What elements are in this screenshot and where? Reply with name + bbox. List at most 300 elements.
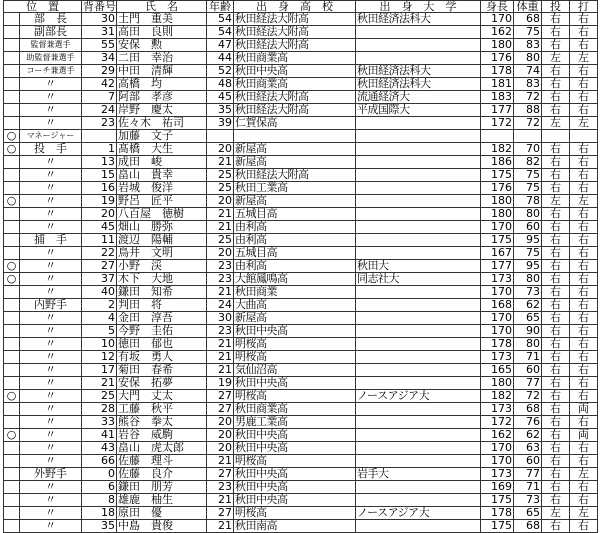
height-cell: 170 bbox=[481, 221, 514, 234]
weight-cell: 68 bbox=[514, 520, 542, 533]
throws-cell: 右 bbox=[542, 377, 570, 390]
name-cell: 鳥井 文明 bbox=[117, 247, 207, 260]
position-cell: 〃 bbox=[20, 364, 82, 377]
name-cell: 安保 勲 bbox=[117, 39, 207, 52]
high-school-cell: 新屋高 bbox=[234, 156, 356, 169]
high-school-cell: 秋田南高 bbox=[234, 520, 356, 533]
bats-cell: 左 bbox=[570, 468, 598, 481]
table-row bbox=[4, 403, 598, 416]
age-cell: 54 bbox=[207, 26, 234, 39]
row-mark: ○ bbox=[4, 260, 20, 273]
bats-cell: 右 bbox=[570, 455, 598, 468]
bats-cell: 右 bbox=[570, 104, 598, 117]
high-school-cell: 五城目高 bbox=[234, 247, 356, 260]
age-cell: 45 bbox=[207, 91, 234, 104]
throws-cell: 右 bbox=[542, 364, 570, 377]
header-bats: 打 bbox=[570, 1, 598, 13]
high-school-cell: 秋田中央高 bbox=[234, 481, 356, 494]
weight-cell: 75 bbox=[514, 26, 542, 39]
age-cell: 21 bbox=[207, 221, 234, 234]
number-cell: 15 bbox=[82, 169, 117, 182]
high-school-cell: 五城目高 bbox=[234, 208, 356, 221]
age-cell: 20 bbox=[207, 442, 234, 455]
position-cell: 〃 bbox=[20, 442, 82, 455]
university-cell bbox=[356, 156, 481, 169]
row-mark: ○ bbox=[4, 143, 20, 156]
table-row bbox=[4, 26, 598, 39]
throws-cell bbox=[542, 130, 570, 143]
header-name: 氏 名 bbox=[117, 1, 207, 13]
number-cell: 1 bbox=[82, 143, 117, 156]
age-cell: 19 bbox=[207, 377, 234, 390]
high-school-cell: 秋田経法大附高 bbox=[234, 26, 356, 39]
row-mark bbox=[4, 338, 20, 351]
name-cell: 阿部 孝彦 bbox=[117, 91, 207, 104]
high-school-cell: 秋田工業高 bbox=[234, 182, 356, 195]
name-cell: 判田 将 bbox=[117, 299, 207, 312]
university-cell bbox=[356, 143, 481, 156]
number-cell: 24 bbox=[82, 104, 117, 117]
weight-cell: 75 bbox=[514, 169, 542, 182]
high-school-cell: 明桜高 bbox=[234, 351, 356, 364]
age-cell: 21 bbox=[207, 364, 234, 377]
high-school-cell bbox=[234, 130, 356, 143]
bats-cell: 両 bbox=[570, 403, 598, 416]
table-row bbox=[4, 338, 598, 351]
position-cell: 〃 bbox=[20, 416, 82, 429]
row-mark bbox=[4, 494, 20, 507]
throws-cell: 右 bbox=[542, 104, 570, 117]
university-cell: 同志社大 bbox=[356, 273, 481, 286]
high-school-cell: 明桜高 bbox=[234, 390, 356, 403]
position-cell: 監督兼選手 bbox=[20, 39, 82, 52]
university-cell: 平成国際大 bbox=[356, 104, 481, 117]
name-cell: 徳田 郁也 bbox=[117, 338, 207, 351]
table-row bbox=[4, 104, 598, 117]
number-cell: 11 bbox=[82, 234, 117, 247]
bats-cell: 右 bbox=[570, 338, 598, 351]
high-school-cell: 大曲高 bbox=[234, 299, 356, 312]
name-cell: 有坂 勇人 bbox=[117, 351, 207, 364]
row-mark bbox=[4, 442, 20, 455]
bats-cell: 右 bbox=[570, 169, 598, 182]
height-cell: 170 bbox=[481, 455, 514, 468]
number-cell: 19 bbox=[82, 195, 117, 208]
height-cell bbox=[481, 130, 514, 143]
height-cell: 186 bbox=[481, 156, 514, 169]
row-mark bbox=[4, 182, 20, 195]
high-school-cell: 新屋高 bbox=[234, 143, 356, 156]
number-cell: 55 bbox=[82, 39, 117, 52]
age-cell: 27 bbox=[207, 403, 234, 416]
table-row bbox=[4, 494, 598, 507]
number-cell bbox=[82, 130, 117, 143]
row-mark bbox=[4, 481, 20, 494]
name-cell: 工藤 秋平 bbox=[117, 403, 207, 416]
throws-cell: 右 bbox=[542, 299, 570, 312]
row-mark bbox=[4, 65, 20, 78]
row-mark bbox=[4, 286, 20, 299]
bats-cell: 右 bbox=[570, 325, 598, 338]
weight-cell: 95 bbox=[514, 234, 542, 247]
bats-cell: 右 bbox=[570, 65, 598, 78]
number-cell: 27 bbox=[82, 260, 117, 273]
throws-cell: 右 bbox=[542, 390, 570, 403]
row-mark bbox=[4, 455, 20, 468]
age-cell: 44 bbox=[207, 52, 234, 65]
high-school-cell: 明桜高 bbox=[234, 507, 356, 520]
row-mark bbox=[4, 104, 20, 117]
high-school-cell: 気仙沼高 bbox=[234, 364, 356, 377]
bats-cell: 左 bbox=[570, 52, 598, 65]
table-row bbox=[4, 377, 598, 390]
weight-cell: 63 bbox=[514, 442, 542, 455]
bats-cell: 右 bbox=[570, 364, 598, 377]
weight-cell: 75 bbox=[514, 182, 542, 195]
throws-cell: 右 bbox=[542, 520, 570, 533]
throws-cell: 右 bbox=[542, 481, 570, 494]
throws-cell: 右 bbox=[542, 247, 570, 260]
high-school-cell: 由利高 bbox=[234, 260, 356, 273]
position-cell: 〃 bbox=[20, 117, 82, 130]
high-school-cell: 秋田商業高 bbox=[234, 78, 356, 91]
bats-cell: 右 bbox=[570, 26, 598, 39]
header-weight: 体重 bbox=[514, 1, 542, 13]
bats-cell: 右 bbox=[570, 390, 598, 403]
high-school-cell: 秋田商業高 bbox=[234, 403, 356, 416]
table-row bbox=[4, 260, 598, 273]
high-school-cell: 秋田中央高 bbox=[234, 325, 356, 338]
row-mark bbox=[4, 247, 20, 260]
name-cell: 岸野 慶太 bbox=[117, 104, 207, 117]
roster-table bbox=[3, 0, 598, 533]
age-cell: 21 bbox=[207, 351, 234, 364]
university-cell bbox=[356, 481, 481, 494]
age-cell: 30 bbox=[207, 312, 234, 325]
weight-cell: 88 bbox=[514, 104, 542, 117]
row-mark bbox=[4, 39, 20, 52]
weight-cell: 71 bbox=[514, 481, 542, 494]
table-row bbox=[4, 65, 598, 78]
position-cell: コーチ兼選手 bbox=[20, 65, 82, 78]
number-cell: 17 bbox=[82, 364, 117, 377]
height-cell: 177 bbox=[481, 104, 514, 117]
weight-cell: 90 bbox=[514, 325, 542, 338]
table-row bbox=[4, 455, 598, 468]
weight-cell: 78 bbox=[514, 195, 542, 208]
bats-cell: 右 bbox=[570, 182, 598, 195]
weight-cell: 73 bbox=[514, 494, 542, 507]
position-cell: 〃 bbox=[20, 260, 82, 273]
age-cell: 47 bbox=[207, 39, 234, 52]
bats-cell: 右 bbox=[570, 247, 598, 260]
university-cell bbox=[356, 442, 481, 455]
number-cell: 30 bbox=[82, 13, 117, 26]
high-school-cell: 明桜高 bbox=[234, 338, 356, 351]
height-cell: 170 bbox=[481, 442, 514, 455]
university-cell: ノースアジア大 bbox=[356, 390, 481, 403]
position-cell: 〃 bbox=[20, 312, 82, 325]
bats-cell: 右 bbox=[570, 208, 598, 221]
table-row bbox=[4, 195, 598, 208]
table-row bbox=[4, 169, 598, 182]
number-cell: 23 bbox=[82, 117, 117, 130]
age-cell: 27 bbox=[207, 468, 234, 481]
high-school-cell: 秋田中央高 bbox=[234, 65, 356, 78]
height-cell: 175 bbox=[481, 520, 514, 533]
name-cell: 佐々木 祐司 bbox=[117, 117, 207, 130]
weight-cell: 60 bbox=[514, 221, 542, 234]
name-cell: 八百屋 徳樹 bbox=[117, 208, 207, 221]
bats-cell: 右 bbox=[570, 234, 598, 247]
row-mark bbox=[4, 325, 20, 338]
weight-cell: 83 bbox=[514, 78, 542, 91]
row-mark bbox=[4, 312, 20, 325]
header-high-school: 出 身 高 校 bbox=[234, 1, 356, 13]
university-cell bbox=[356, 299, 481, 312]
table-row bbox=[4, 299, 598, 312]
throws-cell: 右 bbox=[542, 13, 570, 26]
name-cell: 野呂 匠平 bbox=[117, 195, 207, 208]
roster-body bbox=[4, 13, 598, 533]
weight-cell: 73 bbox=[514, 286, 542, 299]
table-row bbox=[4, 481, 598, 494]
university-cell bbox=[356, 520, 481, 533]
table-row bbox=[4, 91, 598, 104]
university-cell: 秋田経済法科大 bbox=[356, 65, 481, 78]
position-cell: 外野手 bbox=[20, 468, 82, 481]
number-cell: 7 bbox=[82, 91, 117, 104]
height-cell: 180 bbox=[481, 377, 514, 390]
number-cell: 5 bbox=[82, 325, 117, 338]
number-cell: 20 bbox=[82, 208, 117, 221]
name-cell: 雄鹿 柚生 bbox=[117, 494, 207, 507]
throws-cell: 右 bbox=[542, 91, 570, 104]
row-mark bbox=[4, 208, 20, 221]
weight-cell: 82 bbox=[514, 156, 542, 169]
bats-cell: 右 bbox=[570, 520, 598, 533]
name-cell: 渡辺 陽輔 bbox=[117, 234, 207, 247]
height-cell: 162 bbox=[481, 429, 514, 442]
position-cell: 〃 bbox=[20, 286, 82, 299]
table-row bbox=[4, 351, 598, 364]
age-cell: 25 bbox=[207, 234, 234, 247]
university-cell bbox=[356, 195, 481, 208]
age-cell: 21 bbox=[207, 156, 234, 169]
number-cell: 21 bbox=[82, 377, 117, 390]
height-cell: 170 bbox=[481, 312, 514, 325]
weight-cell: 80 bbox=[514, 52, 542, 65]
university-cell bbox=[356, 117, 481, 130]
university-cell bbox=[356, 429, 481, 442]
throws-cell: 右 bbox=[542, 416, 570, 429]
position-cell: 〃 bbox=[20, 377, 82, 390]
weight-cell: 65 bbox=[514, 507, 542, 520]
throws-cell: 右 bbox=[542, 312, 570, 325]
height-cell: 176 bbox=[481, 52, 514, 65]
high-school-cell: 新屋高 bbox=[234, 195, 356, 208]
age-cell: 54 bbox=[207, 13, 234, 26]
height-cell: 177 bbox=[481, 260, 514, 273]
weight-cell: 60 bbox=[514, 364, 542, 377]
university-cell bbox=[356, 234, 481, 247]
weight-cell: 74 bbox=[514, 65, 542, 78]
throws-cell: 左 bbox=[542, 507, 570, 520]
table-row bbox=[4, 143, 598, 156]
name-cell: 安保 拓夢 bbox=[117, 377, 207, 390]
name-cell: 中島 貴俊 bbox=[117, 520, 207, 533]
throws-cell: 右 bbox=[542, 143, 570, 156]
number-cell: 4 bbox=[82, 312, 117, 325]
position-cell: 捕 手 bbox=[20, 234, 82, 247]
university-cell bbox=[356, 247, 481, 260]
name-cell: 中田 清輝 bbox=[117, 65, 207, 78]
weight-cell: 60 bbox=[514, 455, 542, 468]
height-cell: 175 bbox=[481, 494, 514, 507]
height-cell: 172 bbox=[481, 117, 514, 130]
position-cell: 〃 bbox=[20, 507, 82, 520]
high-school-cell: 秋田商業高 bbox=[234, 52, 356, 65]
name-cell: 今野 圭佑 bbox=[117, 325, 207, 338]
position-cell: 〃 bbox=[20, 325, 82, 338]
number-cell: 28 bbox=[82, 403, 117, 416]
high-school-cell: 秋田中央高 bbox=[234, 494, 356, 507]
name-cell: 小野 渓 bbox=[117, 260, 207, 273]
header-university: 出 身 大 学 bbox=[356, 1, 481, 13]
university-cell bbox=[356, 312, 481, 325]
university-cell bbox=[356, 39, 481, 52]
university-cell: 秋田経済法科大 bbox=[356, 78, 481, 91]
table-row bbox=[4, 156, 598, 169]
university-cell bbox=[356, 286, 481, 299]
throws-cell: 右 bbox=[542, 260, 570, 273]
row-mark bbox=[4, 221, 20, 234]
table-row bbox=[4, 429, 598, 442]
table-row bbox=[4, 221, 598, 234]
position-cell: 〃 bbox=[20, 169, 82, 182]
bats-cell: 左 bbox=[570, 507, 598, 520]
name-cell: 髙橋 大生 bbox=[117, 143, 207, 156]
university-cell bbox=[356, 338, 481, 351]
age-cell: 20 bbox=[207, 143, 234, 156]
weight-cell: 68 bbox=[514, 403, 542, 416]
bats-cell: 右 bbox=[570, 13, 598, 26]
table-row bbox=[4, 39, 598, 52]
row-mark: ○ bbox=[4, 273, 20, 286]
age-cell: 21 bbox=[207, 338, 234, 351]
age-cell: 35 bbox=[207, 104, 234, 117]
university-cell bbox=[356, 325, 481, 338]
height-cell: 173 bbox=[481, 351, 514, 364]
position-cell: 〃 bbox=[20, 481, 82, 494]
name-cell: 岩谷 威駒 bbox=[117, 429, 207, 442]
age-cell bbox=[207, 130, 234, 143]
number-cell: 41 bbox=[82, 429, 117, 442]
age-cell: 21 bbox=[207, 494, 234, 507]
table-row bbox=[4, 325, 598, 338]
position-cell: 〃 bbox=[20, 403, 82, 416]
weight-cell bbox=[514, 130, 542, 143]
high-school-cell: 明桜高 bbox=[234, 455, 356, 468]
height-cell: 170 bbox=[481, 325, 514, 338]
position-cell: 〃 bbox=[20, 351, 82, 364]
bats-cell: 左 bbox=[570, 117, 598, 130]
position-cell: 〃 bbox=[20, 208, 82, 221]
throws-cell: 右 bbox=[542, 468, 570, 481]
table-row bbox=[4, 208, 598, 221]
number-cell: 2 bbox=[82, 299, 117, 312]
header-height: 身長 bbox=[481, 1, 514, 13]
row-mark bbox=[4, 52, 20, 65]
name-cell: 二田 幸治 bbox=[117, 52, 207, 65]
row-mark bbox=[4, 377, 20, 390]
row-mark bbox=[4, 520, 20, 533]
number-cell: 12 bbox=[82, 351, 117, 364]
age-cell: 39 bbox=[207, 117, 234, 130]
university-cell bbox=[356, 182, 481, 195]
high-school-cell: 秋田商業 bbox=[234, 286, 356, 299]
age-cell: 21 bbox=[207, 208, 234, 221]
name-cell: 佐藤 良介 bbox=[117, 468, 207, 481]
header-row bbox=[4, 1, 598, 13]
row-mark bbox=[4, 364, 20, 377]
table-row bbox=[4, 247, 598, 260]
position-cell: 〃 bbox=[20, 455, 82, 468]
throws-cell: 左 bbox=[542, 117, 570, 130]
position-cell: 〃 bbox=[20, 156, 82, 169]
number-cell: 8 bbox=[82, 494, 117, 507]
bats-cell: 右 bbox=[570, 39, 598, 52]
high-school-cell: 新屋高 bbox=[234, 312, 356, 325]
bats-cell: 右 bbox=[570, 260, 598, 273]
throws-cell: 右 bbox=[542, 455, 570, 468]
bats-cell: 右 bbox=[570, 91, 598, 104]
throws-cell: 右 bbox=[542, 169, 570, 182]
height-cell: 167 bbox=[481, 247, 514, 260]
table-row bbox=[4, 442, 598, 455]
row-mark bbox=[4, 13, 20, 26]
position-cell: 〃 bbox=[20, 338, 82, 351]
position-cell: 部 長 bbox=[20, 13, 82, 26]
name-cell: 鎌田 知希 bbox=[117, 286, 207, 299]
age-cell: 20 bbox=[207, 195, 234, 208]
position-cell: 〃 bbox=[20, 91, 82, 104]
number-cell: 18 bbox=[82, 507, 117, 520]
height-cell: 182 bbox=[481, 143, 514, 156]
throws-cell: 右 bbox=[542, 26, 570, 39]
number-cell: 29 bbox=[82, 65, 117, 78]
height-cell: 162 bbox=[481, 26, 514, 39]
table-row bbox=[4, 312, 598, 325]
table-row bbox=[4, 286, 598, 299]
row-mark: ○ bbox=[4, 195, 20, 208]
table-row bbox=[4, 390, 598, 403]
weight-cell: 62 bbox=[514, 429, 542, 442]
throws-cell: 右 bbox=[542, 351, 570, 364]
height-cell: 182 bbox=[481, 390, 514, 403]
university-cell: 流通経済大 bbox=[356, 91, 481, 104]
throws-cell: 右 bbox=[542, 494, 570, 507]
name-cell: 大門 丈太 bbox=[117, 390, 207, 403]
number-cell: 13 bbox=[82, 156, 117, 169]
age-cell: 21 bbox=[207, 455, 234, 468]
bats-cell: 右 bbox=[570, 494, 598, 507]
name-cell: 畠山 虎太郎 bbox=[117, 442, 207, 455]
row-mark bbox=[4, 91, 20, 104]
height-cell: 181 bbox=[481, 78, 514, 91]
age-cell: 24 bbox=[207, 299, 234, 312]
name-cell: 熊谷 拳太 bbox=[117, 416, 207, 429]
